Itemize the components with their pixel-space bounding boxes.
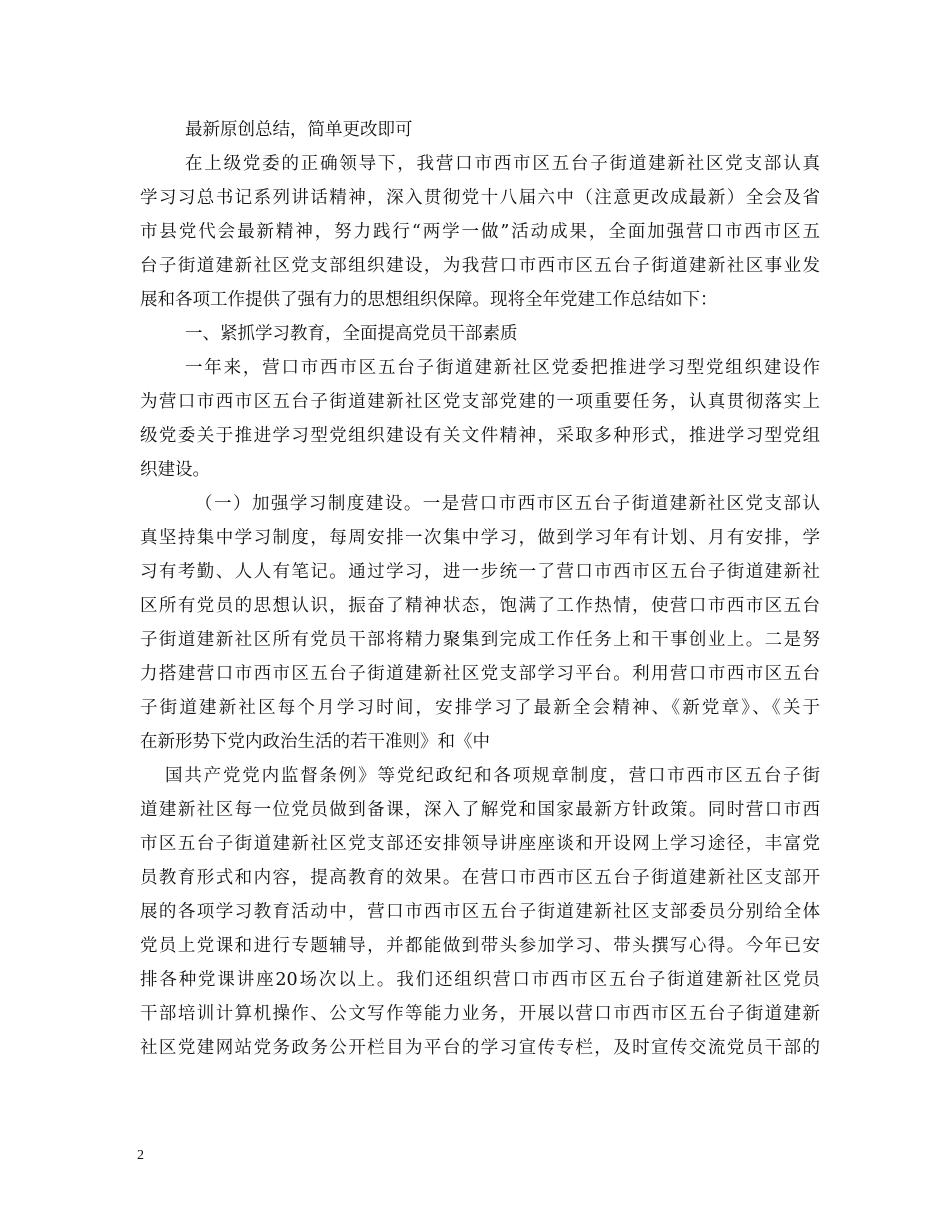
paragraph-line: 展和各项工作提供了强有力的思想组织保障。现将全年党建工作总结如下： [140,290,718,310]
paragraph-line: 在上级党委的正确领导下，我营口市西市区五台子街道建新社区党支部认真 [185,154,820,174]
paragraph-line: 国共产党党内监督条例》等党纪政纪和各项规章制度，营口市西市区五台子街 [165,766,820,786]
paragraph-line: 社区党建网站党务政务公开栏目为平台的学习宣传专栏，及时宣传交流党员干部的 [140,1038,820,1058]
section-heading: 一、紧抓学习教育，全面提高党员干部素质 [185,324,518,344]
paragraph-line: 力搭建营口市西市区五台子街道建新社区党支部学习平台。利用营口市西市区五台 [140,664,820,684]
paragraph-line: 习有考勤、人人有笔记。通过学习，进一步统一了营口市西市区五台子街道建新社 [140,562,820,582]
paragraph-line: 排各种党课讲座20场次以上。我们还组织营口市西市区五台子街道建新社区党员 [140,970,820,990]
paragraph-line: 学习习总书记系列讲话精神，深入贯彻党十八届六中（注意更改成最新）全会及省 [140,188,820,208]
paragraph-line: 道建新社区每一位党员做到备课，深入了解党和国家最新方针政策。同时营口市西 [140,800,820,820]
paragraph-line: 市县党代会最新精神，努力践行“两学一做”活动成果，全面加强营口市西市区五 [140,222,820,242]
paragraph-line: 台子街道建新社区党支部组织建设，为我营口市西市区五台子街道建新社区事业发 [140,256,820,276]
paragraph-line: 员教育形式和内容，提高教育的效果。在营口市西市区五台子街道建新社区支部开 [140,868,820,888]
paragraph-line: 真坚持集中学习制度，每周安排一次集中学习，做到学习年有计划、月有安排，学 [140,528,820,548]
paragraph-line: 级党委关于推进学习型党组织建设有关文件精神，采取多种形式，推进学习型党组 [140,426,820,446]
paragraph-line: （一）加强学习制度建设。一是营口市西市区五台子街道建新社区党支部认 [195,494,820,514]
page-number: 2 [137,1148,144,1163]
paragraph-line: 展的各项学习教育活动中，营口市西市区五台子街道建新社区支部委员分别给全体 [140,902,820,922]
paragraph-line: 为营口市西市区五台子街道建新社区党支部党建的一项重要任务，认真贯彻落实上 [140,392,820,412]
note-line: 最新原创总结，简单更改即可 [185,120,413,140]
paragraph-line: 区所有党员的思想认识，振奋了精神状态，饱满了工作热情，使营口市西市区五台 [140,596,820,616]
paragraph-line: 一年来，营口市西市区五台子街道建新社区党委把推进学习型党组织建设作 [185,358,820,378]
paragraph-line: 子街道建新社区所有党员干部将精力聚集到完成工作任务上和干事创业上。二是努 [140,630,820,650]
paragraph-line: 织建设。 [140,460,210,480]
paragraph-line: 干部培训计算机操作、公文写作等能力业务，开展以营口市西市区五台子街道建新 [140,1004,820,1024]
paragraph-line: 在新形势下党内政治生活的若干准则》和《中 [140,732,490,752]
paragraph-line: 市区五台子街道建新社区党支部还安排领导讲座座谈和开设网上学习途径，丰富党 [140,834,820,854]
paragraph-line: 子街道建新社区每个月学习时间，安排学习了最新全会精神、《新党章》、《关于 [140,698,820,718]
paragraph-line: 党员上党课和进行专题辅导，并都能做到带头参加学习、带头撰写心得。今年已安 [140,936,820,956]
